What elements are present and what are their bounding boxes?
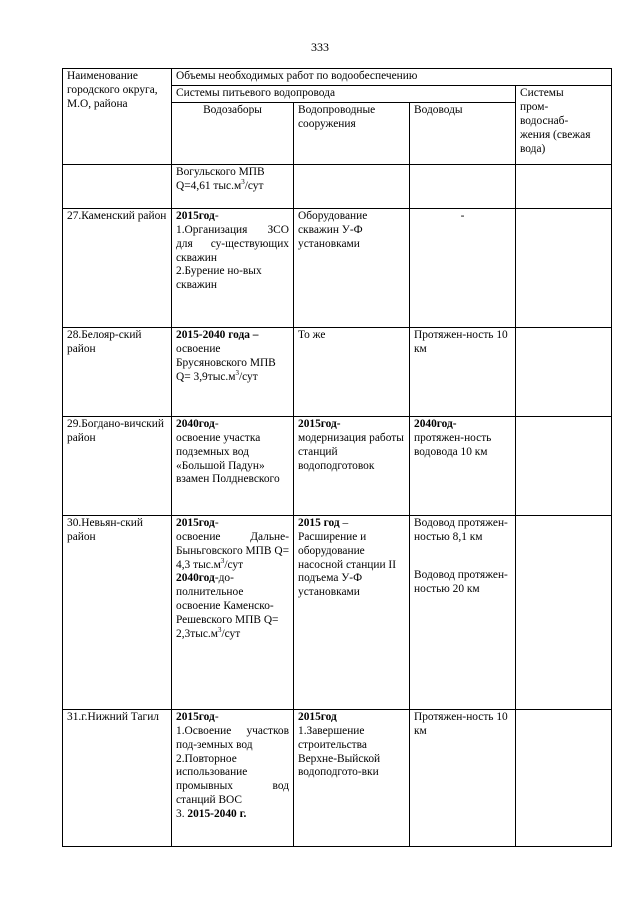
intake-item: 1.Освоение участков под-земных вод <box>176 724 289 751</box>
intake-dash: - <box>214 710 219 723</box>
header-conduits: Водоводы <box>410 102 516 164</box>
intake-text <box>176 531 289 573</box>
row-name-cell <box>63 164 172 208</box>
intake-dash: - <box>214 209 219 222</box>
table-row <box>63 208 612 327</box>
intake-text-main: освоение Брусяновского МПВ Q= 3,9тыс.м <box>176 342 276 383</box>
row-intake-cell <box>172 515 294 709</box>
intake-year: 2040год <box>176 572 215 585</box>
conduit-text: протяжен-ность водовода 10 км <box>414 431 492 458</box>
row-facility-cell <box>294 709 410 846</box>
row-facility-cell: То же <box>294 327 410 416</box>
header-name-col: Наименование городского округа, М.О, района <box>63 69 172 165</box>
water-supply-table <box>62 68 612 847</box>
intake-text-main: -до-полнительное освоение Каменско-Решевского МПВ Q= <box>176 572 279 627</box>
row-intake-cell <box>172 164 294 208</box>
facility-year: 2015 год <box>298 516 340 529</box>
row-name-cell: 30.Невьян-ский район <box>63 515 172 709</box>
intake-item-years: 2015-2040 г. <box>187 808 247 821</box>
row-conduit-cell: - <box>410 208 516 327</box>
table-row <box>63 327 612 416</box>
facility-text: 1.Завершение строительства Верхне-Выйской водоподгото-вки <box>298 724 381 779</box>
facility-year: 2015год <box>298 710 337 723</box>
intake-flow-unit: /сут <box>224 558 244 571</box>
header-row-1 <box>63 69 612 86</box>
page-number: 333 <box>311 40 329 54</box>
table-row <box>63 709 612 846</box>
row-intake-cell <box>172 709 294 846</box>
intake-year: 2015год <box>176 516 215 529</box>
row-facility-cell: Оборудование скважин У-Ф установками <box>294 208 410 327</box>
intake-text <box>176 343 289 385</box>
facility-text: модернизация работы станций водоподготовок <box>298 431 404 472</box>
conduit-year: 2040год- <box>414 417 457 430</box>
intake-flow-unit: /сут <box>238 370 258 383</box>
intake-text: освоение участка подземных вод «Большой Падун» взамен Полдневского <box>176 431 280 486</box>
table-row <box>63 164 612 208</box>
row-intake-cell <box>172 416 294 515</box>
header-drinking: Системы питьевого водопровода <box>172 85 516 102</box>
unit-superscript: 3 <box>235 368 239 377</box>
row-industrial-cell <box>516 327 612 416</box>
intake-year: 2015-2040 года – <box>176 328 259 341</box>
row-conduit-cell <box>410 164 516 208</box>
row-name-cell: 31.г.Нижний Тагил <box>63 709 172 846</box>
intake-item: 2.Повторное использование промывных вод станций ВОС <box>176 752 289 807</box>
intake-text-main: освоение Дальне-Быньговского МПВ Q= 4,3 тыс.м <box>176 530 289 571</box>
facility-text-main: – Расширение и оборудование насосной станции II подъема У-Ф установками <box>298 516 397 599</box>
intake-year-line <box>176 517 289 531</box>
intake-flow-value: 2,3тыс.м <box>176 628 218 641</box>
row-conduit-cell <box>410 515 516 709</box>
conduit-text: Водовод протяжен-ностью 20 км <box>414 568 508 595</box>
header-industrial-text: Системы пром-водоснаб-жения (свежая вода) <box>520 86 591 155</box>
header-volumes: Объемы необходимых работ по водообеспечению <box>172 69 612 86</box>
facility-year: 2015год- <box>298 417 341 430</box>
intake-dash: - <box>214 516 219 529</box>
row-intake-cell <box>172 327 294 416</box>
row-name-cell: 28.Белояр-ский район <box>63 327 172 416</box>
table-row <box>63 416 612 515</box>
intake-item-number: 3. <box>176 808 188 821</box>
row-conduit-cell <box>410 416 516 515</box>
row-facility-cell <box>294 416 410 515</box>
header-facilities: Водопроводные сооружения <box>294 102 410 164</box>
intake-flow <box>176 177 289 194</box>
conduit-text: Водовод протяжен-ностью 8,1 км <box>414 516 508 543</box>
intake-flow-unit: /сут <box>221 628 241 641</box>
intake-text: Вогульского МПВ <box>176 165 265 178</box>
intake-year: 2015год <box>176 710 215 723</box>
intake-item <box>176 808 289 822</box>
row-industrial-cell <box>516 416 612 515</box>
intake-flow <box>176 628 289 642</box>
unit-superscript: 3 <box>217 626 222 635</box>
intake-year-line <box>176 711 289 725</box>
row-conduit-cell: Протяжен-ность 10 км <box>410 327 516 416</box>
table-row <box>63 515 612 709</box>
row-facility-cell <box>294 164 410 208</box>
facility-text <box>298 517 405 600</box>
intake-flow-value: Q=4,61 тыс.м <box>176 179 242 192</box>
row-industrial-cell <box>516 709 612 846</box>
intake-year-line <box>176 418 289 432</box>
row-facility-cell <box>294 515 410 709</box>
row-conduit-cell: Протяжен-ность 10 км <box>410 709 516 846</box>
intake-item: 1.Организация ЗСО для су-ществующих скважин <box>176 223 289 264</box>
row-name-cell: 27.Каменский район <box>63 208 172 327</box>
unit-superscript: 3 <box>220 556 225 565</box>
row-industrial-cell <box>516 208 612 327</box>
row-industrial-cell <box>516 164 612 208</box>
row-intake-cell <box>172 208 294 327</box>
intake-flow-unit: /сут <box>244 179 264 192</box>
intake-dash: - <box>214 417 219 430</box>
intake-year-line <box>176 210 289 224</box>
intake-year: 2040год <box>176 417 215 430</box>
row-name-cell: 29.Богдано-вичский район <box>63 416 172 515</box>
intake-year: 2015год <box>176 209 215 222</box>
intake-year-line <box>176 572 289 628</box>
unit-superscript: 3 <box>241 177 245 186</box>
row-industrial-cell <box>516 515 612 709</box>
header-industrial <box>516 85 612 164</box>
intake-item: 2.Бурение но-вых скважин <box>176 265 262 292</box>
header-intakes: Водозаборы <box>172 102 294 164</box>
